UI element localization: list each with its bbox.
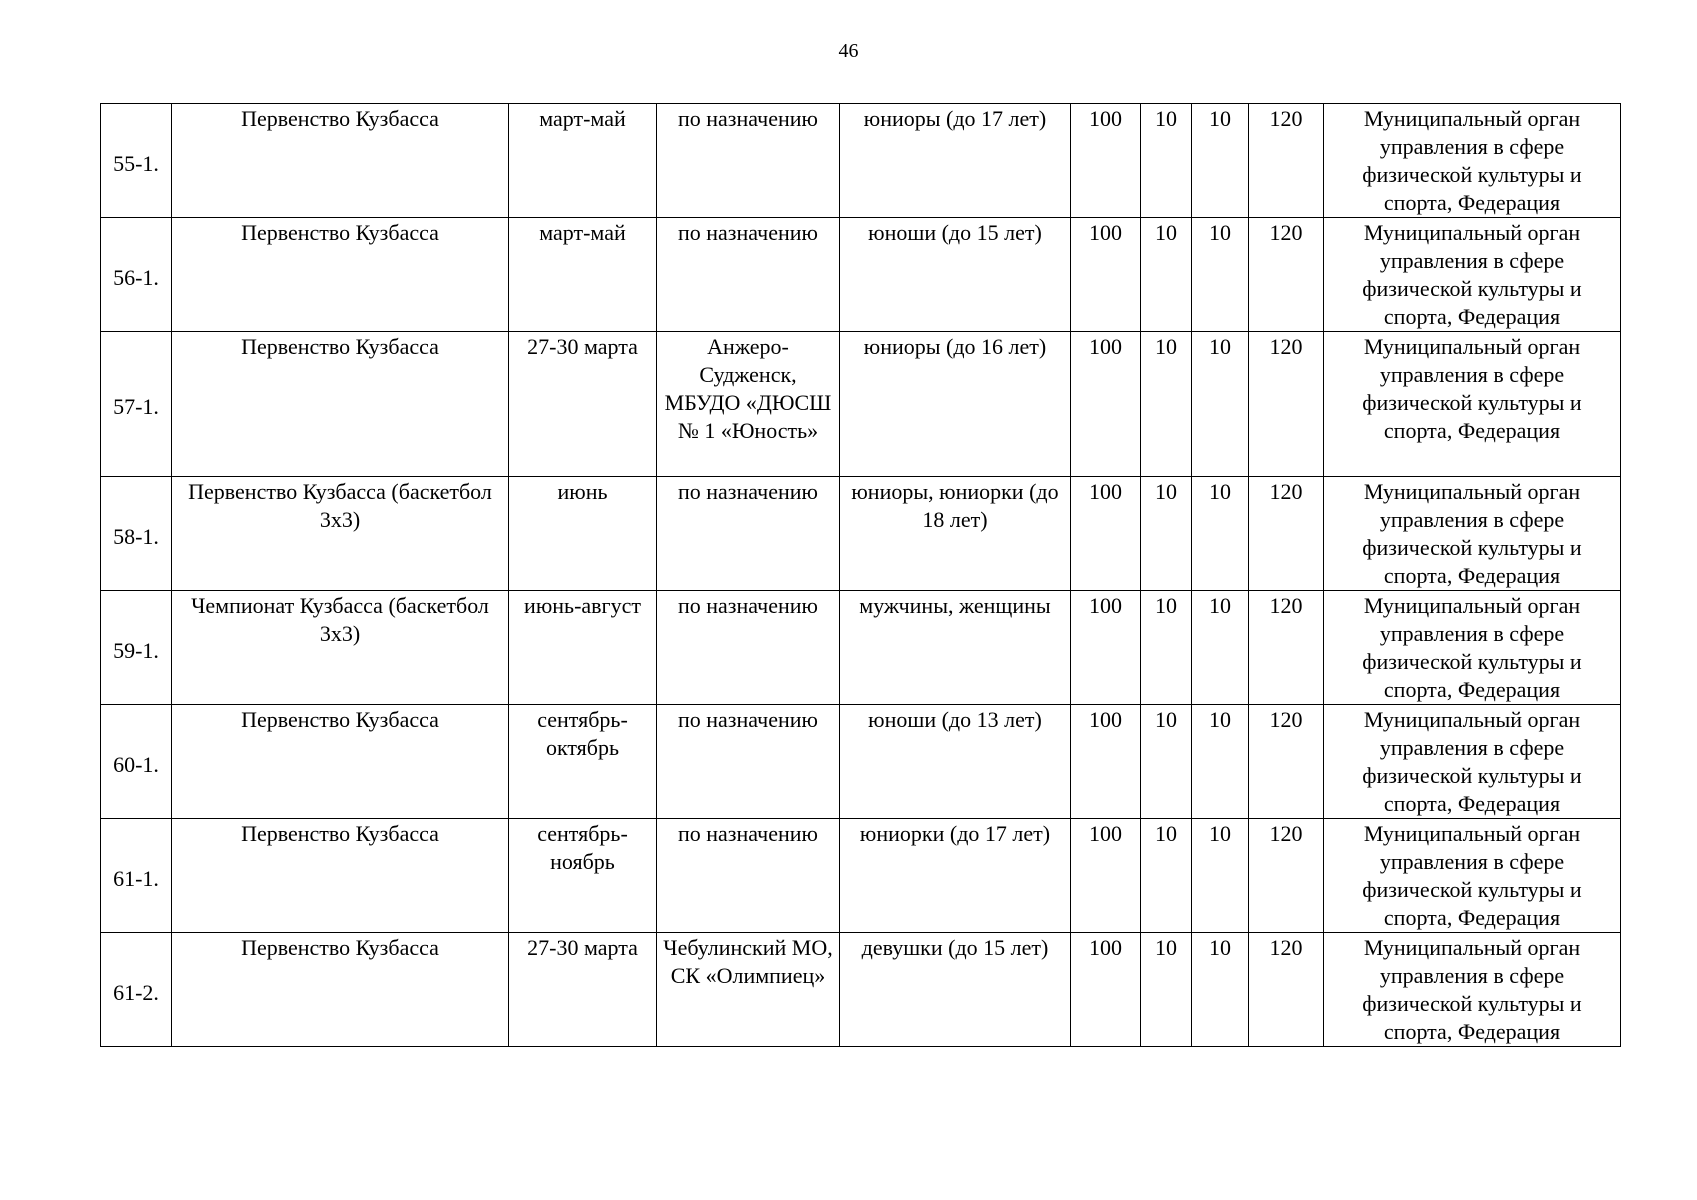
event-dates: март-май [509,218,657,332]
event-dates: сентябрь-ноябрь [509,819,657,933]
table-row [101,705,1621,819]
count-col-2: 10 [1141,933,1192,1047]
event-participants: юниорки (до 17 лет) [840,819,1071,933]
table-row [101,477,1621,591]
event-organizer: Муниципальный орган управления в сфере физической культуры и спорта, Федерация [1324,218,1621,332]
event-participants: юноши (до 13 лет) [840,705,1071,819]
count-col-3: 10 [1192,933,1249,1047]
row-number: 57-1. [101,332,172,477]
event-organizer: Муниципальный орган управления в сфере физической культуры и спорта, Федерация [1324,819,1621,933]
row-number: 61-1. [101,819,172,933]
event-organizer: Муниципальный орган управления в сфере физической культуры и спорта, Федерация [1324,705,1621,819]
event-dates: 27-30 марта [509,332,657,477]
count-col-2: 10 [1141,218,1192,332]
count-col-2: 10 [1141,477,1192,591]
event-place: по назначению [657,819,840,933]
count-col-2: 10 [1141,819,1192,933]
count-total: 120 [1249,332,1324,477]
event-name: Первенство Кузбасса [172,218,509,332]
event-place: по назначению [657,218,840,332]
event-participants: юноши (до 15 лет) [840,218,1071,332]
event-name: Первенство Кузбасса [172,819,509,933]
count-col-2: 10 [1141,332,1192,477]
event-place: по назначению [657,477,840,591]
event-participants: юниоры, юниорки (до 18 лет) [840,477,1071,591]
event-dates: март-май [509,104,657,218]
event-participants: юниоры (до 17 лет) [840,104,1071,218]
table-row [101,819,1621,933]
event-organizer: Муниципальный орган управления в сфере физической культуры и спорта, Федерация [1324,591,1621,705]
count-col-3: 10 [1192,477,1249,591]
count-col-1: 100 [1071,477,1141,591]
event-dates: 27-30 марта [509,933,657,1047]
table-row [101,591,1621,705]
row-number: 61-2. [101,933,172,1047]
count-col-3: 10 [1192,591,1249,705]
event-participants: мужчины, женщины [840,591,1071,705]
table-row [101,933,1621,1047]
row-number: 60-1. [101,705,172,819]
count-total: 120 [1249,104,1324,218]
event-organizer: Муниципальный орган управления в сфере физической культуры и спорта, Федерация [1324,104,1621,218]
count-col-2: 10 [1141,705,1192,819]
event-organizer: Муниципальный орган управления в сфере физической культуры и спорта, Федерация [1324,933,1621,1047]
events-table [100,103,1621,1047]
table-row [101,104,1621,218]
count-col-1: 100 [1071,104,1141,218]
event-participants: юниоры (до 16 лет) [840,332,1071,477]
count-col-3: 10 [1192,104,1249,218]
event-dates: июнь-август [509,591,657,705]
row-number: 55-1. [101,104,172,218]
count-col-3: 10 [1192,705,1249,819]
count-col-1: 100 [1071,933,1141,1047]
count-total: 120 [1249,705,1324,819]
count-col-3: 10 [1192,332,1249,477]
event-place: Анжеро-Судженск, МБУДО «ДЮСШ № 1 «Юность» [657,332,840,477]
count-col-1: 100 [1071,332,1141,477]
event-name: Первенство Кузбасса [172,933,509,1047]
count-col-1: 100 [1071,218,1141,332]
event-name: Первенство Кузбасса [172,104,509,218]
count-col-1: 100 [1071,705,1141,819]
event-name: Первенство Кузбасса (баскетбол 3х3) [172,477,509,591]
page-number: 46 [838,40,859,62]
event-place: по назначению [657,104,840,218]
row-number: 59-1. [101,591,172,705]
count-total: 120 [1249,218,1324,332]
count-total: 120 [1249,933,1324,1047]
count-col-1: 100 [1071,819,1141,933]
event-place: по назначению [657,705,840,819]
count-total: 120 [1249,477,1324,591]
count-total: 120 [1249,819,1324,933]
count-col-3: 10 [1192,218,1249,332]
row-number: 58-1. [101,477,172,591]
count-col-2: 10 [1141,104,1192,218]
event-name: Чемпионат Кузбасса (баскетбол 3х3) [172,591,509,705]
event-dates: июнь [509,477,657,591]
count-col-3: 10 [1192,819,1249,933]
event-dates: сентябрь-октябрь [509,705,657,819]
count-col-1: 100 [1071,591,1141,705]
count-col-2: 10 [1141,591,1192,705]
table-row [101,218,1621,332]
event-participants: девушки (до 15 лет) [840,933,1071,1047]
event-place: Чебулинский МО, СК «Олимпиец» [657,933,840,1047]
event-name: Первенство Кузбасса [172,705,509,819]
event-organizer: Муниципальный орган управления в сфере физической культуры и спорта, Федерация [1324,332,1621,477]
event-name: Первенство Кузбасса [172,332,509,477]
event-organizer: Муниципальный орган управления в сфере физической культуры и спорта, Федерация [1324,477,1621,591]
row-number: 56-1. [101,218,172,332]
count-total: 120 [1249,591,1324,705]
table-row [101,332,1621,477]
event-place: по назначению [657,591,840,705]
